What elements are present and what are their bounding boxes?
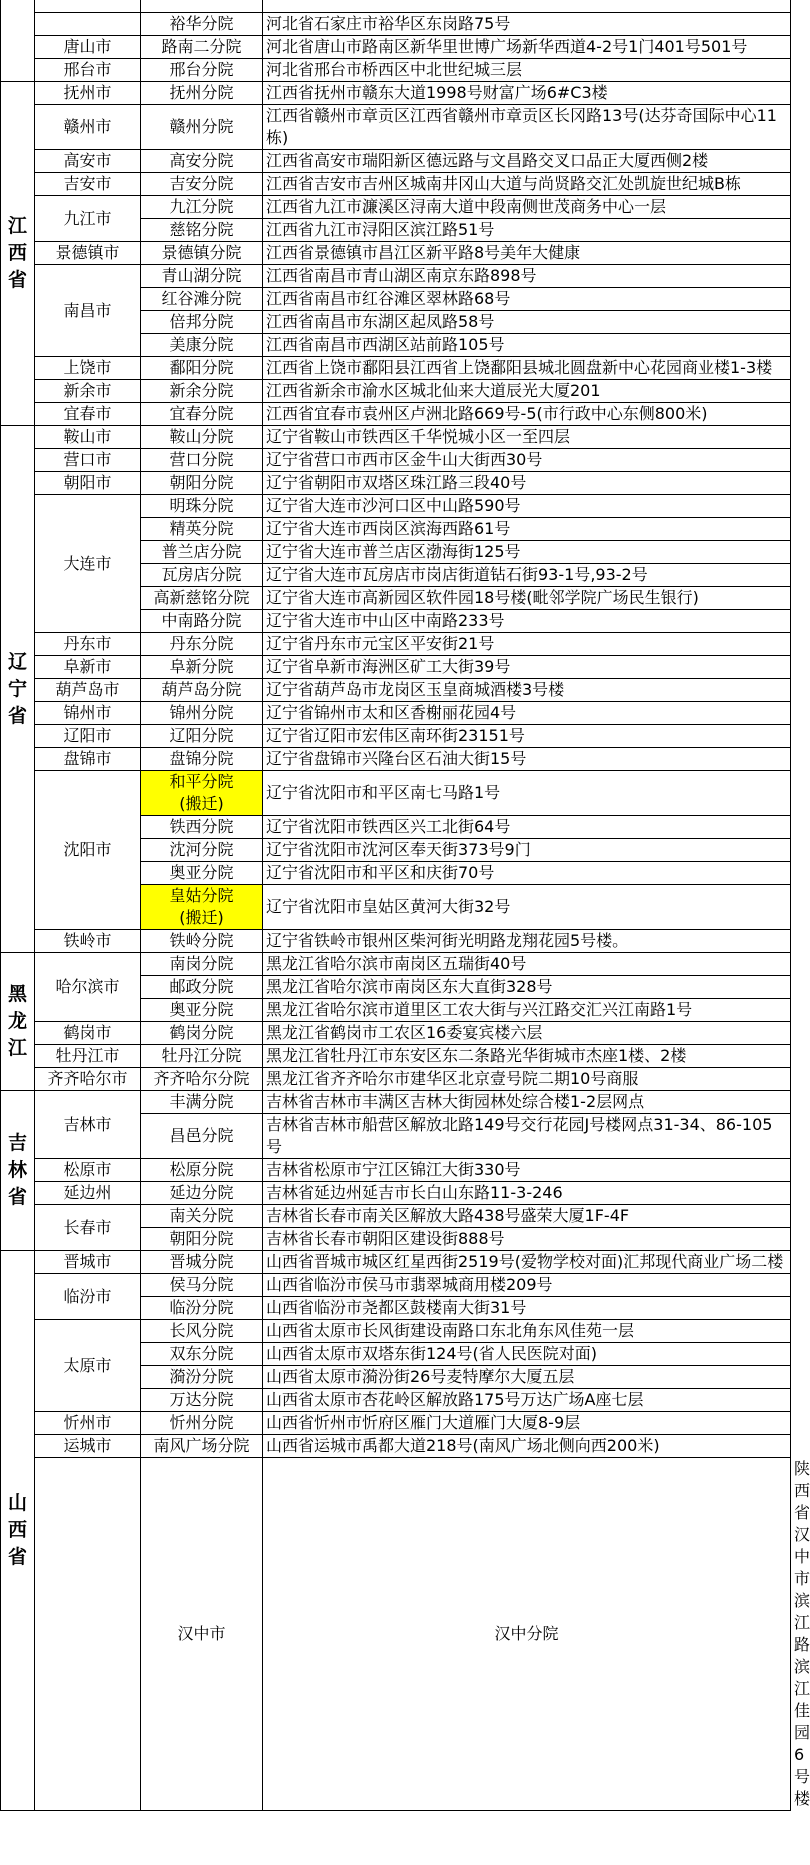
- address-cell: 黑龙江省齐齐哈尔市建华区北京壹号院二期10号商服: [263, 1068, 791, 1091]
- table-row: [1, 1320, 791, 1343]
- city-cell: 鹤岗市: [35, 1022, 141, 1045]
- address-cell: 江西省九江市浔阳区滨江路51号: [263, 219, 791, 242]
- address-cell: 吉林省吉林市丰满区吉林大街园林处综合楼1-2层网点: [263, 1091, 791, 1114]
- branch-cell: 万达分院: [141, 1389, 263, 1412]
- address-cell: 吉林省松原市宁江区锦江大街330号: [263, 1159, 791, 1182]
- city-cell: 太原市: [35, 1320, 141, 1412]
- address-cell: 吉林省长春市南关区解放大路438号盛荣大厦1F-4F: [263, 1205, 791, 1228]
- branch-cell: 双东分院: [141, 1343, 263, 1366]
- city-cell: 南昌市: [35, 265, 141, 357]
- branch-cell: 锦州分院: [141, 702, 263, 725]
- branch-cell: 青山湖分院: [141, 265, 263, 288]
- branch-cell: 铁岭分院: [141, 930, 263, 953]
- branch-cell: 漪汾分院: [141, 1366, 263, 1389]
- address-cell: 辽宁省大连市西岗区滨海西路61号: [263, 518, 791, 541]
- address-cell: 黑龙江省哈尔滨市南岗区东大直街328号: [263, 976, 791, 999]
- table-row: [1, 495, 791, 518]
- branch-cell-relocated: 皇姑分院 (搬迁): [141, 885, 263, 930]
- address-cell: 江西省九江市濂溪区浔南大道中段南侧世茂商务中心一层: [263, 196, 791, 219]
- branch-cell: 延边分院: [141, 1182, 263, 1205]
- city-cell: 齐齐哈尔市: [35, 1068, 141, 1091]
- branch-cell: 中南路分院: [141, 610, 263, 633]
- city-cell: 营口市: [35, 449, 141, 472]
- table-row: [1, 105, 791, 150]
- branch-cell: 阜新分院: [141, 656, 263, 679]
- table-row: [1, 472, 791, 495]
- address-cell: 山西省太原市长风街建设南路口东北角东风佳苑一层: [263, 1320, 791, 1343]
- address-cell: 辽宁省大连市高新园区软件园18号楼(毗邻学院广场民生银行): [263, 587, 791, 610]
- address-cell: 辽宁省葫芦岛市龙岗区玉皇商城酒楼3号楼: [263, 679, 791, 702]
- city-cell: 延边州: [35, 1182, 141, 1205]
- branch-cell: 鹤岗分院: [141, 1022, 263, 1045]
- address-cell: 辽宁省大连市瓦房店市岗店街道钻石街93-1号,93-2号: [263, 564, 791, 587]
- city-cell: 景德镇市: [35, 242, 141, 265]
- address-cell: 吉林省延边州延吉市长白山东路11-3-246: [263, 1182, 791, 1205]
- city-cell: 唐山市: [35, 36, 141, 59]
- city-cell: 宜春市: [35, 403, 141, 426]
- address-cell: 辽宁省锦州市太和区香榭丽花园4号: [263, 702, 791, 725]
- city-cell: 锦州市: [35, 702, 141, 725]
- city-cell: 抚州市: [35, 82, 141, 105]
- address-cell: 江西省南昌市红谷滩区翠林路68号: [263, 288, 791, 311]
- address-cell: 江西省高安市瑞阳新区德远路与文昌路交叉口品正大厦西侧2楼: [263, 150, 791, 173]
- branch-cell: 昌邑分院: [141, 1114, 263, 1159]
- branch-cell: 普兰店分院: [141, 541, 263, 564]
- city-cell: 长春市: [35, 1205, 141, 1251]
- table-row: [1, 1182, 791, 1205]
- address-cell: 江西省景德镇市昌江区新平路8号美年大健康: [263, 242, 791, 265]
- branch-cell: 邮政分院: [141, 976, 263, 999]
- city-cell: 盘锦市: [35, 748, 141, 771]
- table-row: [1, 1068, 791, 1091]
- table-row: [1, 59, 791, 82]
- address-cell: 辽宁省丹东市元宝区平安街21号: [263, 633, 791, 656]
- table-row: [1, 150, 791, 173]
- branch-cell: 晋城分院: [141, 1251, 263, 1274]
- table-row: [1, 173, 791, 196]
- branch-cell: 南风广场分院: [141, 1435, 263, 1458]
- city-cell: 九江市: [35, 196, 141, 242]
- address-cell: 黑龙江省哈尔滨市道里区工农大街与兴江路交汇兴江南路1号: [263, 999, 791, 1022]
- city-cell: 忻州市: [35, 1412, 141, 1435]
- table-row: [1, 36, 791, 59]
- address-cell: 山西省忻州市忻府区雁门大道雁门大厦8-9层: [263, 1412, 791, 1435]
- table-row: [1, 403, 791, 426]
- branch-cell: 忻州分院: [141, 1412, 263, 1435]
- address-cell: 山西省晋城市城区红星西街2519号(爱物学校对面)汇邦现代商业广场二楼: [263, 1251, 791, 1274]
- city-cell: 上饶市: [35, 357, 141, 380]
- city-cell: 鞍山市: [35, 426, 141, 449]
- address-cell: 辽宁省阜新市海洲区矿工大街39号: [263, 656, 791, 679]
- city-cell: 晋城市: [35, 1251, 141, 1274]
- table-row: [1, 242, 791, 265]
- branch-cell: 沈河分院: [141, 839, 263, 862]
- table-row: [1, 1091, 791, 1114]
- branch-cell: 侯马分院: [141, 1274, 263, 1297]
- address-cell: 辽宁省营口市西市区金牛山大街西30号: [263, 449, 791, 472]
- address-cell: 辽宁省沈阳市皇姑区黄河大街32号: [263, 885, 791, 930]
- branch-cell: 红谷滩分院: [141, 288, 263, 311]
- address-cell: 辽宁省沈阳市铁西区兴工北街64号: [263, 816, 791, 839]
- table-row: [1, 196, 791, 219]
- table-row: [1, 0, 791, 13]
- table-row: [1, 82, 791, 105]
- branch-cell: 吉安分院: [141, 173, 263, 196]
- table-row: [1, 771, 791, 816]
- branch-cell: 铁西分院: [141, 816, 263, 839]
- branch-cell: 慈铭分院: [141, 219, 263, 242]
- branch-cell: 南岗分院: [141, 953, 263, 976]
- branch-cell: 齐齐哈尔分院: [141, 1068, 263, 1091]
- address-cell: 山西省临汾市侯马市翡翠城商用楼209号: [263, 1274, 791, 1297]
- city-cell: 松原市: [35, 1159, 141, 1182]
- table-row: [1, 953, 791, 976]
- branch-cell: 牡丹江分院: [141, 1045, 263, 1068]
- table-row: [1, 1159, 791, 1182]
- address-cell: 山西省运城市禹都大道218号(南风广场北侧向西200米): [263, 1435, 791, 1458]
- province-label: 黑 龙 江: [7, 983, 27, 1059]
- address-cell: 江西省吉安市吉州区城南井冈山大道与尚贤路交汇处凯旋世纪城B栋: [263, 173, 791, 196]
- branch-cell: [141, 0, 263, 13]
- address-cell: 江西省南昌市东湖区起凤路58号: [263, 311, 791, 334]
- branch-cell: 朝阳分院: [141, 472, 263, 495]
- table-row: [1, 1412, 791, 1435]
- address-cell: 辽宁省大连市中山区中南路233号: [263, 610, 791, 633]
- city-cell: [35, 0, 141, 13]
- table-row: [1, 357, 791, 380]
- branch-cell: 鄱阳分院: [141, 357, 263, 380]
- branch-cell: 高安分院: [141, 150, 263, 173]
- city-cell: 新余市: [35, 380, 141, 403]
- city-cell: 吉安市: [35, 173, 141, 196]
- province-label: 山 西 省: [7, 1492, 27, 1568]
- table-row: [1, 13, 791, 36]
- address-cell: 江西省南昌市西湖区站前路105号: [263, 334, 791, 357]
- branch-cell: 精英分院: [141, 518, 263, 541]
- branch-cell: 瓦房店分院: [141, 564, 263, 587]
- branch-cell: 邢台分院: [141, 59, 263, 82]
- city-cell: 牡丹江市: [35, 1045, 141, 1068]
- branch-cell: 抚州分院: [141, 82, 263, 105]
- address-cell: 辽宁省沈阳市沈河区奉天街373号9门: [263, 839, 791, 862]
- branch-cell: 南关分院: [141, 1205, 263, 1228]
- address-cell: 河北省邢台市桥西区中北世纪城三层: [263, 59, 791, 82]
- branch-cell: 倍邦分院: [141, 311, 263, 334]
- city-cell: 沈阳市: [35, 771, 141, 930]
- address-cell: 山西省太原市杏花岭区解放路175号万达广场A座七层: [263, 1389, 791, 1412]
- address-cell: 辽宁省大连市沙河口区中山路590号: [263, 495, 791, 518]
- branch-cell: 奥亚分院: [141, 862, 263, 885]
- table-row: [1, 1435, 791, 1458]
- address-cell: 辽宁省盘锦市兴隆台区石油大街15号: [263, 748, 791, 771]
- province-cell: [1, 0, 35, 82]
- address-cell: 黑龙江省鹤岗市工农区16委宴宾楼六层: [263, 1022, 791, 1045]
- table-row: [1, 1022, 791, 1045]
- table-row: [1, 930, 791, 953]
- branch-cell: 宜春分院: [141, 403, 263, 426]
- city-cell: 哈尔滨市: [35, 953, 141, 1022]
- table-row: [1, 725, 791, 748]
- table-row: [1, 1274, 791, 1297]
- branch-cell: 朝阳分院: [141, 1228, 263, 1251]
- city-cell: 葫芦岛市: [35, 679, 141, 702]
- address-cell: 吉林省长春市朝阳区建设街888号: [263, 1228, 791, 1251]
- province-label: 辽 宁 省: [7, 650, 27, 727]
- branch-cell: 新余分院: [141, 380, 263, 403]
- city-cell: 铁岭市: [35, 930, 141, 953]
- address-cell: 辽宁省鞍山市铁西区千华悦城小区一至四层: [263, 426, 791, 449]
- province-cell: [1, 1091, 35, 1251]
- address-cell: 山西省太原市双塔东街124号(省人民医院对面): [263, 1343, 791, 1366]
- address-cell: 辽宁省铁岭市银州区柴河街光明路龙翔花园5号楼。: [263, 930, 791, 953]
- branch-cell: 丹东分院: [141, 633, 263, 656]
- table-row: [1, 633, 791, 656]
- address-cell: 黑龙江省牡丹江市东安区东二条路光华街城市杰座1楼、2楼: [263, 1045, 791, 1068]
- address-cell: 辽宁省大连市普兰店区渤海街125号: [263, 541, 791, 564]
- city-cell: [35, 13, 141, 36]
- branch-cell: 丰满分院: [141, 1091, 263, 1114]
- table-row: [1, 679, 791, 702]
- city-cell: 阜新市: [35, 656, 141, 679]
- city-cell: 汉中市: [141, 1458, 263, 1811]
- province-label: 吉 林 省: [7, 1132, 27, 1208]
- address-cell: 江西省宜春市袁州区卢洲北路669号-5(市行政中心东侧800米): [263, 403, 791, 426]
- address-cell: 山西省太原市漪汾街26号麦特摩尔大厦五层: [263, 1366, 791, 1389]
- province-cell: [1, 82, 35, 426]
- branch-cell: 辽阳分院: [141, 725, 263, 748]
- branch-cell-relocated: 和平分院 (搬迁): [141, 771, 263, 816]
- branch-cell: 鞍山分院: [141, 426, 263, 449]
- branch-cell: 九江分院: [141, 196, 263, 219]
- branch-cell: 营口分院: [141, 449, 263, 472]
- branch-cell: 临汾分院: [141, 1297, 263, 1320]
- table-row: [1, 1251, 791, 1274]
- branch-cell: 明珠分院: [141, 495, 263, 518]
- address-cell: 辽宁省朝阳市双塔区珠江路三段40号: [263, 472, 791, 495]
- table-row: [1, 656, 791, 679]
- table-row: [1, 748, 791, 771]
- province-label: 江 西 省: [7, 215, 27, 291]
- branch-cell: 景德镇分院: [141, 242, 263, 265]
- city-cell: 大连市: [35, 495, 141, 633]
- address-cell: 江西省赣州市章贡区江西省赣州市章贡区长冈路13号(达芬奇国际中心11栋): [263, 105, 791, 150]
- table-row: [1, 449, 791, 472]
- province-cell: [1, 1251, 35, 1811]
- branch-cell: 松原分院: [141, 1159, 263, 1182]
- address-cell: 江西省抚州市赣东大道1998号财富广场6#C3楼: [263, 82, 791, 105]
- province-cell: [1, 953, 35, 1091]
- province-cell: [35, 1458, 141, 1811]
- address-cell: 河北省石家庄市裕华区东岗路75号: [263, 13, 791, 36]
- address-cell: 辽宁省辽阳市宏伟区南环街23151号: [263, 725, 791, 748]
- city-cell: 辽阳市: [35, 725, 141, 748]
- city-cell: 赣州市: [35, 105, 141, 150]
- table-row: [1, 702, 791, 725]
- branch-cell: 奥亚分院: [141, 999, 263, 1022]
- address-cell: 吉林省吉林市船营区解放北路149号交行花园J号楼网点31-34、86-105号: [263, 1114, 791, 1159]
- city-cell: 运城市: [35, 1435, 141, 1458]
- branch-cell: 赣州分院: [141, 105, 263, 150]
- table-row: [1, 1045, 791, 1068]
- branch-cell: 葫芦岛分院: [141, 679, 263, 702]
- address-cell: 山西省临汾市尧都区鼓楼南大街31号: [263, 1297, 791, 1320]
- city-cell: 丹东市: [35, 633, 141, 656]
- table-row: [1, 380, 791, 403]
- address-cell: 江西省南昌市青山湖区南京东路898号: [263, 265, 791, 288]
- city-cell: 吉林市: [35, 1091, 141, 1159]
- city-cell: 邢台市: [35, 59, 141, 82]
- branch-cell: 盘锦分院: [141, 748, 263, 771]
- address-cell: 河北省唐山市路南区新华里世博广场新华西道4-2号1门401号501号: [263, 36, 791, 59]
- address-cell: 辽宁省沈阳市和平区和庆街70号: [263, 862, 791, 885]
- city-cell: 朝阳市: [35, 472, 141, 495]
- branch-cell: 美康分院: [141, 334, 263, 357]
- table-row: [1, 426, 791, 449]
- table-row: [1, 1205, 791, 1228]
- table-row: 汉中市 汉中分院 陕西省汉中市滨江路滨江佳园6号楼: [1, 1458, 791, 1811]
- address-cell: 黑龙江省哈尔滨市南岗区五瑞街40号: [263, 953, 791, 976]
- branch-cell: 汉中分院: [263, 1458, 791, 1811]
- branch-cell: 高新慈铭分院: [141, 587, 263, 610]
- city-cell: 高安市: [35, 150, 141, 173]
- city-cell: 临汾市: [35, 1274, 141, 1320]
- address-cell: 江西省新余市渝水区城北仙来大道辰光大厦201: [263, 380, 791, 403]
- province-cell: [1, 426, 35, 953]
- branch-cell: 裕华分院: [141, 13, 263, 36]
- branch-cell: 长风分院: [141, 1320, 263, 1343]
- table-row: [1, 265, 791, 288]
- branch-cell: 路南二分院: [141, 36, 263, 59]
- address-cell: 江西省上饶市鄱阳县江西省上饶鄱阳县城北圆盘新中心花园商业楼1-3楼: [263, 357, 791, 380]
- address-cell: 辽宁省沈阳市和平区南七马路1号: [263, 771, 791, 816]
- address-cell: [263, 0, 791, 13]
